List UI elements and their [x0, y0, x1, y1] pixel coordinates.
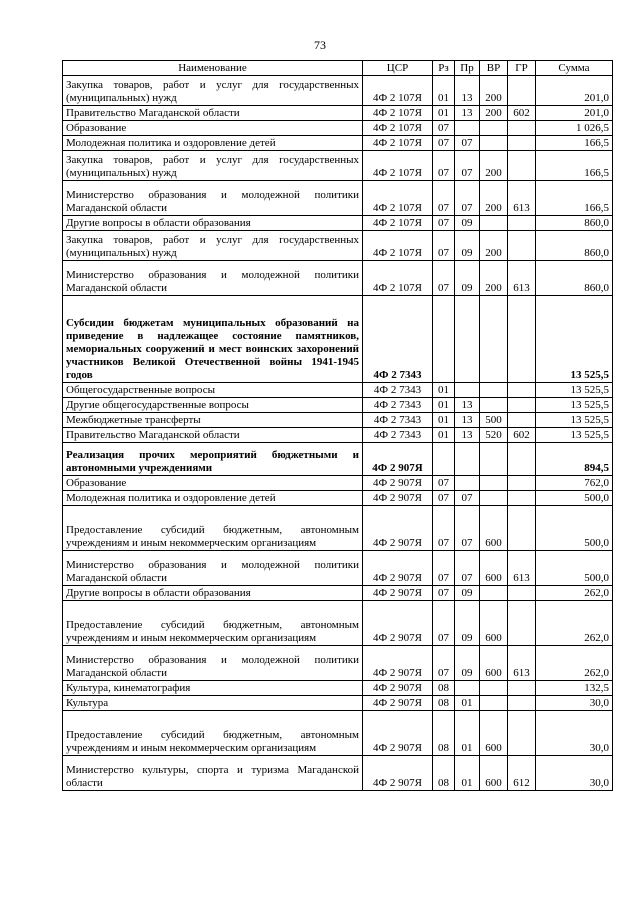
- row-gr: [508, 121, 536, 136]
- header-csr: ЦСР: [363, 61, 433, 76]
- row-name: Правительство Магаданской области: [63, 106, 363, 121]
- row-sum: 30,0: [536, 756, 613, 791]
- row-rz: 07: [433, 491, 455, 506]
- row-csr: 4Ф 2 907Я: [363, 646, 433, 681]
- row-pr: 09: [455, 601, 480, 646]
- row-csr: 4Ф 2 907Я: [363, 443, 433, 476]
- row-rz: 01: [433, 428, 455, 443]
- row-gr: [508, 681, 536, 696]
- table-row: [63, 476, 613, 491]
- row-rz: 07: [433, 261, 455, 296]
- row-rz: 07: [433, 476, 455, 491]
- row-pr: 09: [455, 261, 480, 296]
- row-rz: 07: [433, 136, 455, 151]
- header-sum: Сумма: [536, 61, 613, 76]
- row-vr: 600: [480, 646, 508, 681]
- row-gr: [508, 136, 536, 151]
- row-name: Субсидии бюджетам муниципальных образований на приведение в надлежащее состояние памятников, мемориальных сооружений и мест воинских захоронений участников Великой Отечественной войны 1941-1945 годов: [63, 296, 363, 383]
- row-vr: [480, 136, 508, 151]
- row-gr: 613: [508, 646, 536, 681]
- row-name: Молодежная политика и оздоровление детей: [63, 136, 363, 151]
- row-name: Культура: [63, 696, 363, 711]
- table-row: [63, 231, 613, 261]
- row-name: Министерство образования и молодежной политики Магаданской области: [63, 551, 363, 586]
- row-vr: 520: [480, 428, 508, 443]
- row-gr: [508, 491, 536, 506]
- row-sum: 166,5: [536, 151, 613, 181]
- row-gr: [508, 151, 536, 181]
- row-gr: [508, 413, 536, 428]
- row-sum: 13 525,5: [536, 413, 613, 428]
- row-vr: [480, 443, 508, 476]
- row-sum: 860,0: [536, 261, 613, 296]
- row-name: Другие вопросы в области образования: [63, 586, 363, 601]
- table-row: [63, 443, 613, 476]
- row-csr: 4Ф 2 7343: [363, 398, 433, 413]
- row-csr: 4Ф 2 107Я: [363, 106, 433, 121]
- page-number: 73: [314, 38, 326, 52]
- header-rz: Рз: [433, 61, 455, 76]
- row-csr: 4Ф 2 107Я: [363, 151, 433, 181]
- table-row: [63, 696, 613, 711]
- row-name: Министерство образования и молодежной политики Магаданской области: [63, 646, 363, 681]
- row-csr: 4Ф 2 907Я: [363, 681, 433, 696]
- row-gr: 612: [508, 756, 536, 791]
- row-csr: 4Ф 2 107Я: [363, 216, 433, 231]
- table-row: [63, 151, 613, 181]
- row-csr: 4Ф 2 907Я: [363, 476, 433, 491]
- row-pr: [455, 443, 480, 476]
- row-sum: 201,0: [536, 106, 613, 121]
- row-csr: 4Ф 2 907Я: [363, 506, 433, 551]
- row-gr: 602: [508, 106, 536, 121]
- row-pr: 07: [455, 181, 480, 216]
- row-pr: 13: [455, 76, 480, 106]
- row-gr: [508, 506, 536, 551]
- row-csr: 4Ф 2 107Я: [363, 76, 433, 106]
- row-pr: 07: [455, 506, 480, 551]
- row-sum: 500,0: [536, 506, 613, 551]
- row-sum: 132,5: [536, 681, 613, 696]
- row-sum: 13 525,5: [536, 383, 613, 398]
- row-csr: 4Ф 2 907Я: [363, 711, 433, 756]
- row-vr: [480, 296, 508, 383]
- row-pr: 07: [455, 151, 480, 181]
- row-csr: 4Ф 2 907Я: [363, 601, 433, 646]
- row-rz: 01: [433, 413, 455, 428]
- row-rz: 07: [433, 151, 455, 181]
- table-row: [63, 681, 613, 696]
- row-sum: 166,5: [536, 136, 613, 151]
- header-pr: Пр: [455, 61, 480, 76]
- row-vr: 200: [480, 76, 508, 106]
- row-gr: 613: [508, 261, 536, 296]
- row-name: Образование: [63, 121, 363, 136]
- row-sum: 201,0: [536, 76, 613, 106]
- row-pr: [455, 383, 480, 398]
- row-csr: 4Ф 2 907Я: [363, 491, 433, 506]
- table-row: [63, 551, 613, 586]
- row-name: Молодежная политика и оздоровление детей: [63, 491, 363, 506]
- row-csr: 4Ф 2 907Я: [363, 756, 433, 791]
- table-row: [63, 383, 613, 398]
- row-sum: 262,0: [536, 601, 613, 646]
- table-row: [63, 136, 613, 151]
- row-name: Закупка товаров, работ и услуг для государственных (муниципальных) нужд: [63, 231, 363, 261]
- table-row: [63, 181, 613, 216]
- row-vr: 200: [480, 106, 508, 121]
- row-pr: 13: [455, 413, 480, 428]
- row-gr: [508, 586, 536, 601]
- row-sum: 894,5: [536, 443, 613, 476]
- row-name: Министерство образования и молодежной политики Магаданской области: [63, 261, 363, 296]
- row-rz: 01: [433, 106, 455, 121]
- budget-table: [62, 60, 613, 791]
- row-sum: 500,0: [536, 551, 613, 586]
- row-pr: 07: [455, 551, 480, 586]
- table-row: [63, 711, 613, 756]
- row-csr: 4Ф 2 7343: [363, 413, 433, 428]
- row-rz: 07: [433, 181, 455, 216]
- row-vr: 200: [480, 231, 508, 261]
- row-vr: 600: [480, 711, 508, 756]
- row-sum: 13 525,5: [536, 428, 613, 443]
- row-name: Предоставление субсидий бюджетным, автономным учреждениям и иным некоммерческим организациям: [63, 601, 363, 646]
- row-sum: 860,0: [536, 216, 613, 231]
- row-pr: 01: [455, 696, 480, 711]
- row-vr: 200: [480, 151, 508, 181]
- row-rz: 08: [433, 681, 455, 696]
- row-csr: 4Ф 2 907Я: [363, 696, 433, 711]
- table-row: [63, 601, 613, 646]
- row-rz: 07: [433, 231, 455, 261]
- row-sum: 500,0: [536, 491, 613, 506]
- table-row: [63, 216, 613, 231]
- table-row: [63, 506, 613, 551]
- row-vr: 500: [480, 413, 508, 428]
- row-gr: 602: [508, 428, 536, 443]
- row-gr: [508, 476, 536, 491]
- table-header-row: [63, 61, 613, 76]
- row-name: Реализация прочих мероприятий бюджетными и автономными учреждениями: [63, 443, 363, 476]
- header-name: Наименование: [63, 61, 363, 76]
- row-pr: 07: [455, 136, 480, 151]
- row-pr: [455, 476, 480, 491]
- row-gr: [508, 443, 536, 476]
- row-sum: 262,0: [536, 646, 613, 681]
- row-csr: 4Ф 2 107Я: [363, 181, 433, 216]
- row-gr: [508, 601, 536, 646]
- row-rz: 07: [433, 551, 455, 586]
- row-vr: [480, 586, 508, 601]
- row-pr: 07: [455, 491, 480, 506]
- row-vr: [480, 398, 508, 413]
- row-rz: 07: [433, 506, 455, 551]
- row-pr: 13: [455, 398, 480, 413]
- row-csr: 4Ф 2 107Я: [363, 121, 433, 136]
- row-name: Закупка товаров, работ и услуг для государственных (муниципальных) нужд: [63, 151, 363, 181]
- row-pr: 13: [455, 428, 480, 443]
- row-pr: 09: [455, 231, 480, 261]
- row-csr: 4Ф 2 907Я: [363, 586, 433, 601]
- row-rz: 07: [433, 646, 455, 681]
- row-vr: [480, 681, 508, 696]
- row-rz: [433, 296, 455, 383]
- row-csr: 4Ф 2 107Я: [363, 261, 433, 296]
- row-rz: 01: [433, 398, 455, 413]
- row-rz: 08: [433, 696, 455, 711]
- row-csr: 4Ф 2 7343: [363, 428, 433, 443]
- row-sum: 1 026,5: [536, 121, 613, 136]
- row-vr: 600: [480, 601, 508, 646]
- row-sum: 262,0: [536, 586, 613, 601]
- row-rz: 08: [433, 756, 455, 791]
- row-name: Предоставление субсидий бюджетным, автономным учреждениям и иным некоммерческим организациям: [63, 506, 363, 551]
- row-sum: 13 525,5: [536, 398, 613, 413]
- table-row: [63, 491, 613, 506]
- row-rz: [433, 443, 455, 476]
- row-sum: 166,5: [536, 181, 613, 216]
- row-name: Межбюджетные трансферты: [63, 413, 363, 428]
- row-sum: 30,0: [536, 696, 613, 711]
- row-pr: [455, 681, 480, 696]
- row-rz: 07: [433, 216, 455, 231]
- row-pr: 13: [455, 106, 480, 121]
- row-vr: 600: [480, 506, 508, 551]
- row-sum: 30,0: [536, 711, 613, 756]
- row-name: Закупка товаров, работ и услуг для государственных (муниципальных) нужд: [63, 76, 363, 106]
- row-gr: [508, 711, 536, 756]
- table-row: [63, 756, 613, 791]
- row-gr: [508, 696, 536, 711]
- row-vr: 200: [480, 181, 508, 216]
- row-name: Министерство образования и молодежной политики Магаданской области: [63, 181, 363, 216]
- row-vr: [480, 216, 508, 231]
- row-gr: [508, 383, 536, 398]
- row-name: Общегосударственные вопросы: [63, 383, 363, 398]
- row-pr: 09: [455, 646, 480, 681]
- row-name: Образование: [63, 476, 363, 491]
- row-vr: 600: [480, 756, 508, 791]
- table-row: [63, 413, 613, 428]
- row-vr: 200: [480, 261, 508, 296]
- table-row: [63, 586, 613, 601]
- row-csr: 4Ф 2 7343: [363, 383, 433, 398]
- row-rz: 08: [433, 711, 455, 756]
- row-pr: 09: [455, 586, 480, 601]
- row-sum: 13 525,5: [536, 296, 613, 383]
- row-sum: 860,0: [536, 231, 613, 261]
- row-vr: [480, 383, 508, 398]
- header-gr: ГР: [508, 61, 536, 76]
- row-name: Культура, кинематография: [63, 681, 363, 696]
- row-rz: 01: [433, 76, 455, 106]
- table-row: [63, 261, 613, 296]
- row-pr: 01: [455, 711, 480, 756]
- table-row: [63, 76, 613, 106]
- row-name: Другие вопросы в области образования: [63, 216, 363, 231]
- table-row: [63, 296, 613, 383]
- row-csr: 4Ф 2 7343: [363, 296, 433, 383]
- row-sum: 762,0: [536, 476, 613, 491]
- row-name: Предоставление субсидий бюджетным, автономным учреждениям и иным некоммерческим организациям: [63, 711, 363, 756]
- row-gr: [508, 231, 536, 261]
- table-row: [63, 398, 613, 413]
- row-csr: 4Ф 2 107Я: [363, 231, 433, 261]
- row-name: Правительство Магаданской области: [63, 428, 363, 443]
- table-row: [63, 121, 613, 136]
- row-csr: 4Ф 2 907Я: [363, 551, 433, 586]
- row-vr: [480, 121, 508, 136]
- row-rz: 07: [433, 586, 455, 601]
- row-name: Министерство культуры, спорта и туризма Магаданской области: [63, 756, 363, 791]
- header-vr: ВР: [480, 61, 508, 76]
- row-gr: [508, 296, 536, 383]
- row-gr: 613: [508, 551, 536, 586]
- row-pr: [455, 296, 480, 383]
- row-gr: 613: [508, 181, 536, 216]
- row-rz: 01: [433, 383, 455, 398]
- row-vr: [480, 491, 508, 506]
- row-vr: [480, 696, 508, 711]
- row-gr: [508, 398, 536, 413]
- row-pr: 01: [455, 756, 480, 791]
- row-pr: 09: [455, 216, 480, 231]
- row-rz: 07: [433, 121, 455, 136]
- row-vr: 600: [480, 551, 508, 586]
- row-rz: 07: [433, 601, 455, 646]
- table-row: [63, 106, 613, 121]
- row-vr: [480, 476, 508, 491]
- table-row: [63, 428, 613, 443]
- row-pr: [455, 121, 480, 136]
- row-gr: [508, 76, 536, 106]
- table-row: [63, 646, 613, 681]
- row-csr: 4Ф 2 107Я: [363, 136, 433, 151]
- row-gr: [508, 216, 536, 231]
- row-name: Другие общегосударственные вопросы: [63, 398, 363, 413]
